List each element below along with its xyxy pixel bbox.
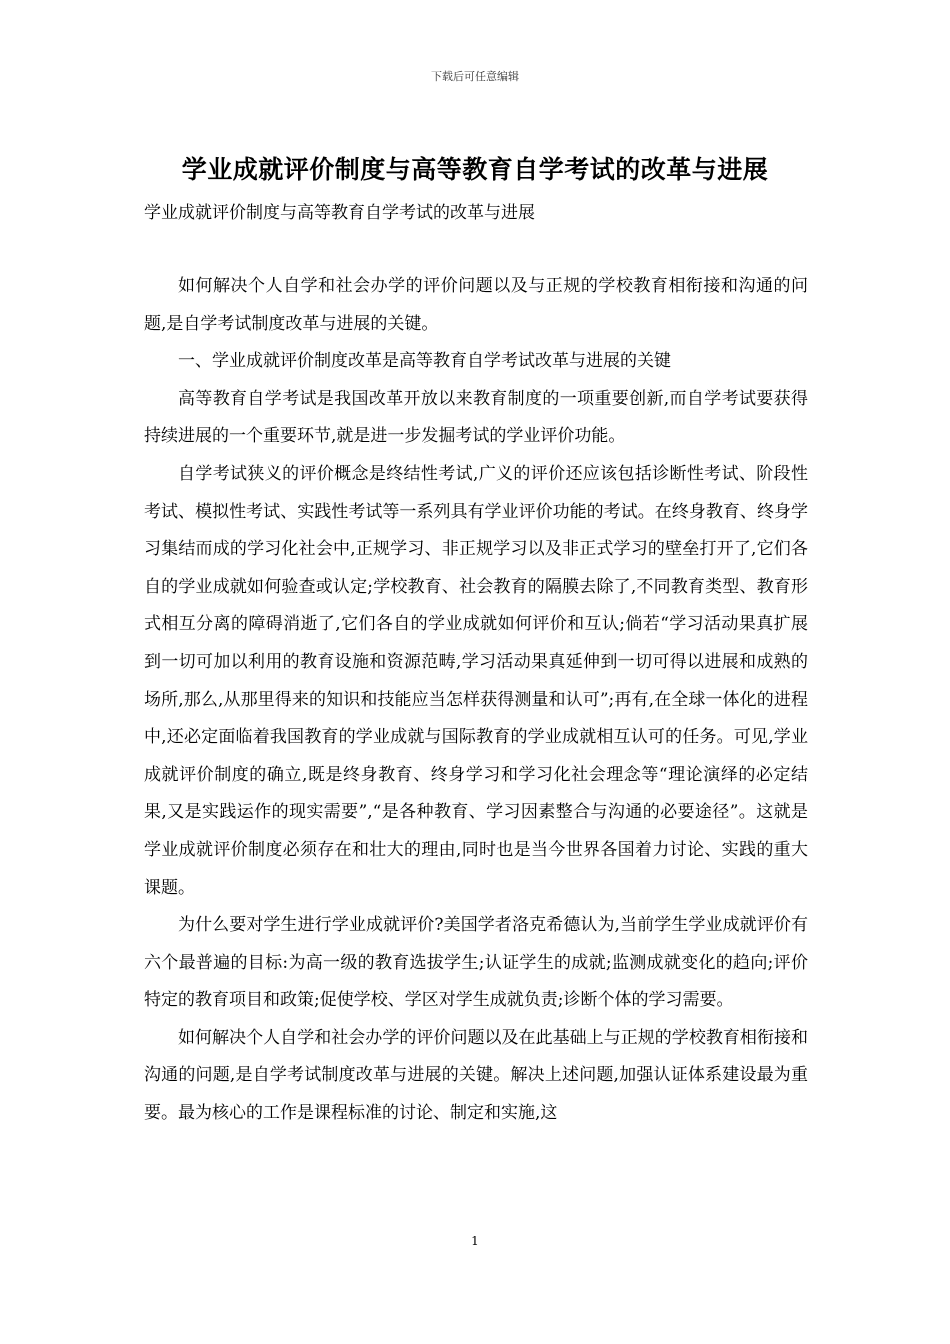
document-subtitle: 学业成就评价制度与高等教育自学考试的改革与进展: [144, 203, 535, 223]
document-title: 学业成就评价制度与高等教育自学考试的改革与进展: [181, 155, 769, 184]
paragraph: 如何解决个人自学和社会办学的评价问题以及在此基础上与正规的学校教育相衔接和沟通的问题,是自学考试制度改革与进展的关键。解决上述问题,加强认证体系建设最为重要。最为核心的工作是课程标准的讨论、制定和实施,这: [144, 1027, 808, 1124]
paragraph: 自学考试狭义的评价概念是终结性考试,广义的评价还应该包括诊断性考试、阶段性考试、模拟性考试、实践性考试等一系列具有学业评价功能的考试。在终身教育、终身学习集结而成的学习化社会中,正规学习、非正规学习以及非正式学习的壁垒打开了,它们各自的学业成就如何验查或认定;学校教育、社会教育的隔膜去除了,不同教育类型、教育形式相互分离的障碍消逝了,它们各自的学业成就如何评价和互认;倘若“学习活动果真扩展到一切可加以利用的教育设施和资源范畴,学习活动果真延伸到一切可得以进展和成熟的场所,那么,从那里得来的知识和技能应当怎样获得测量和认可”;再有,在全球一体化的进程中,还必定面临着我国教育的学业成就与国际教育的学业成就相互认可的任务。可见,学业成就评价制度的确立,既是终身教育、终身学习和学习化社会理念等“理论演绎的必定结果,又是实践运作的现实需要”,“是各种教育、学习因素整合与沟通的必要途径”。这就是学业成就评价制度必须存在和壮大的理由,同时也是当今世界各国着力讨论、实践的重大课题。: [144, 463, 808, 898]
paragraph: 如何解决个人自学和社会办学的评价问题以及与正规的学校教育相衔接和沟通的问题,是自学考试制度改革与进展的关键。: [144, 276, 808, 334]
paragraph: 高等教育自学考试是我国改革开放以来教育制度的一项重要创新,而自学考试要获得持续进展的一个重要环节,就是进一步发掘考试的学业评价功能。: [144, 388, 808, 447]
page-header-note: 下载后可任意编辑: [431, 70, 519, 83]
paragraph: 为什么要对学生进行学业成就评价?美国学者洛克希德认为,当前学生学业成就评价有六个最普遍的目标:为高一级的教育选拔学生;认证学生的成就;监测成就变化的趋向;评价特定的教育项目和政策;促使学校、学区对学生成就负责;诊断个体的学习需要。: [144, 915, 808, 1011]
section-heading: 一、学业成就评价制度改革是高等教育自学考试改革与进展的关键: [178, 351, 671, 372]
document-body: [144, 268, 808, 1133]
page-number: 1: [471, 1234, 479, 1248]
